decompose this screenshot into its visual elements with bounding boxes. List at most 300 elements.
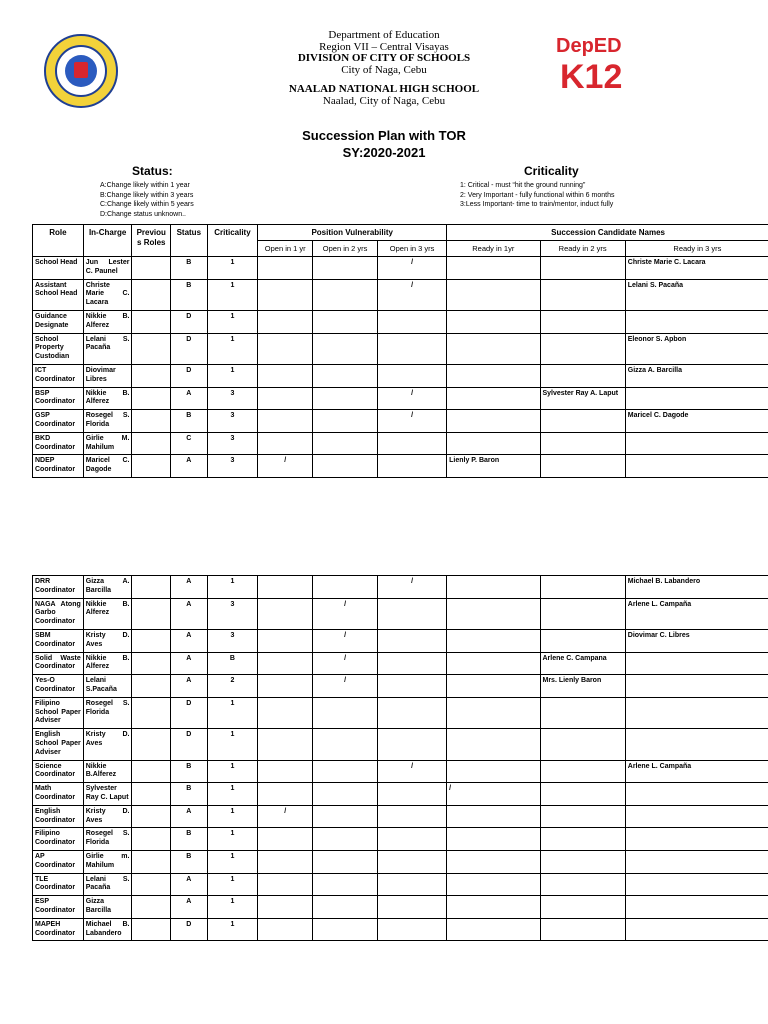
criticality-cell: 1 (207, 310, 258, 333)
letterhead-address: Naalad, City of Naga, Cebu (322, 94, 446, 107)
in-charge-cell: Michael B. Labandero (83, 918, 132, 941)
header-criticality: Criticality (207, 225, 258, 257)
ready-1yr-cell (447, 387, 540, 410)
ready-3yrs-cell (625, 387, 768, 410)
open-1yr-cell (258, 257, 313, 280)
ready-3yrs-cell (625, 873, 768, 896)
table-row (33, 918, 768, 941)
ready-3yrs-cell: Maricel C. Dagode (625, 410, 768, 433)
role-cell: Guidance Designate (33, 310, 84, 333)
table-row (33, 805, 768, 828)
logo-deped-text: DepED (556, 35, 622, 57)
criticality-cell: 1 (207, 576, 258, 599)
ready-1yr-cell (447, 760, 540, 783)
school-seal-inner (55, 45, 107, 97)
open-1yr-cell (258, 873, 313, 896)
criticality-cell: 1 (207, 805, 258, 828)
letterhead-school: NAALAD NATIONAL HIGH SCHOOL (288, 83, 480, 95)
open-1yr-cell (258, 675, 313, 698)
criticality-cell: 1 (207, 333, 258, 364)
open-1yr-cell (258, 652, 313, 675)
status-legend (100, 181, 194, 219)
status-heading: Status: (132, 164, 173, 178)
table-row (33, 896, 768, 919)
open-2yrs-cell (313, 576, 378, 599)
ready-1yr-cell (447, 873, 540, 896)
criticality-legend (460, 181, 614, 210)
open-1yr-cell (258, 598, 313, 629)
role-cell: School Property Custodian (33, 333, 84, 364)
role-cell: NAGA Atong Garbo Coordinator (33, 598, 84, 629)
ready-3yrs-cell (625, 805, 768, 828)
status-item-a: A:Change likely within 1 year (100, 182, 190, 189)
role-cell: MAPEH Coordinator (33, 918, 84, 941)
ready-3yrs-cell: Lelani S. Pacaña (625, 279, 768, 310)
criticality-cell: 1 (207, 873, 258, 896)
ready-2yrs-cell (540, 729, 625, 760)
open-2yrs-cell (313, 410, 378, 433)
ready-3yrs-cell (625, 432, 768, 455)
letterhead-division: DIVISION OF CITY OF SCHOOLS (297, 52, 471, 64)
ready-2yrs-cell: Arlene C. Campana (540, 652, 625, 675)
ready-3yrs-cell (625, 675, 768, 698)
in-charge-cell: Nikkie B. Alferez (83, 652, 132, 675)
criticality-cell: 1 (207, 257, 258, 280)
in-charge-cell: Lelani S. Pacaña (83, 873, 132, 896)
status-item-d: D:Change status unknown.. (100, 210, 186, 218)
school-seal (44, 34, 118, 108)
in-charge-cell: Lelani S. Pacaña (83, 333, 132, 364)
open-3yrs-cell (378, 629, 447, 652)
open-1yr-cell (258, 850, 313, 873)
open-2yrs-cell (313, 333, 378, 364)
in-charge-cell: Nikkie B. Alferez (83, 598, 132, 629)
ready-1yr-cell (447, 598, 540, 629)
title-line-2: SY:2020-2021 (342, 145, 426, 160)
status-cell: B (171, 783, 208, 806)
open-3yrs-cell: / (378, 576, 447, 599)
open-1yr-cell (258, 576, 313, 599)
ready-2yrs-cell (540, 873, 625, 896)
previous-roles-cell (132, 896, 171, 919)
criticality-cell: 3 (207, 598, 258, 629)
criticality-cell: 3 (207, 629, 258, 652)
previous-roles-cell (132, 675, 171, 698)
ready-1yr-cell (447, 410, 540, 433)
ready-1yr-cell: / (447, 783, 540, 806)
document-title (0, 127, 768, 161)
open-2yrs-cell (313, 279, 378, 310)
status-cell: B (171, 279, 208, 310)
status-cell: A (171, 805, 208, 828)
ready-2yrs-cell (540, 760, 625, 783)
open-1yr-cell (258, 697, 313, 728)
previous-roles-cell (132, 760, 171, 783)
role-cell: School Head (33, 257, 84, 280)
criticality-cell: 1 (207, 364, 258, 387)
table-row (33, 729, 768, 760)
open-1yr-cell: / (258, 455, 313, 478)
previous-roles-cell (132, 333, 171, 364)
status-cell: A (171, 387, 208, 410)
header-position-vulnerability: Position Vulnerability (258, 225, 447, 241)
ready-1yr-cell (447, 629, 540, 652)
table-row (33, 828, 768, 851)
status-cell: A (171, 675, 208, 698)
previous-roles-cell (132, 629, 171, 652)
previous-roles-cell (132, 783, 171, 806)
status-cell: A (171, 652, 208, 675)
open-1yr-cell (258, 432, 313, 455)
table-row (33, 850, 768, 873)
status-cell: A (171, 455, 208, 478)
status-item-b: B:Change likely within 3 years (100, 191, 194, 199)
status-cell: B (171, 760, 208, 783)
ready-2yrs-cell (540, 257, 625, 280)
open-3yrs-cell (378, 598, 447, 629)
open-1yr-cell (258, 729, 313, 760)
previous-roles-cell (132, 364, 171, 387)
previous-roles-cell (132, 873, 171, 896)
open-1yr-cell (258, 629, 313, 652)
open-1yr-cell (258, 828, 313, 851)
table-row (33, 783, 768, 806)
open-1yr-cell (258, 333, 313, 364)
previous-roles-cell (132, 828, 171, 851)
header-role: Role (33, 225, 84, 257)
ready-3yrs-cell: Arlene L. Campaña (625, 598, 768, 629)
title-line-1: Succession Plan with TOR (302, 128, 466, 143)
status-cell: A (171, 598, 208, 629)
open-3yrs-cell (378, 850, 447, 873)
criticality-cell: 1 (207, 279, 258, 310)
criticality-heading: Criticality (524, 164, 579, 178)
open-3yrs-cell (378, 873, 447, 896)
criticality-cell: 1 (207, 729, 258, 760)
open-1yr-cell (258, 918, 313, 941)
criticality-cell: 1 (207, 918, 258, 941)
open-2yrs-cell (313, 873, 378, 896)
status-cell: D (171, 918, 208, 941)
ready-2yrs-cell (540, 828, 625, 851)
in-charge-cell: Christe Marie C. Lacara (83, 279, 132, 310)
criticality-cell: 1 (207, 896, 258, 919)
role-cell: Yes-O Coordinator (33, 675, 84, 698)
table2-body (33, 576, 768, 941)
ready-1yr-cell (447, 850, 540, 873)
ready-3yrs-cell: Michael B. Labandero (625, 576, 768, 599)
open-2yrs-cell: / (313, 652, 378, 675)
ready-3yrs-cell: Arlene L. Campaña (625, 760, 768, 783)
header-ready-3yrs: Ready in 3 yrs (625, 241, 768, 257)
role-cell: Assistant School Head (33, 279, 84, 310)
succession-table-page-2 (32, 575, 768, 941)
status-cell: D (171, 333, 208, 364)
ready-3yrs-cell (625, 455, 768, 478)
previous-roles-cell (132, 455, 171, 478)
in-charge-cell: Maricel C. Dagode (83, 455, 132, 478)
in-charge-cell: Rosegel S. Florida (83, 410, 132, 433)
ready-1yr-cell: Lienly P. Baron (447, 455, 540, 478)
ready-2yrs-cell (540, 455, 625, 478)
open-2yrs-cell (313, 760, 378, 783)
table-row (33, 873, 768, 896)
succession-table-page-1 (32, 224, 768, 478)
header-open-3yrs: Open in 3 yrs (378, 241, 447, 257)
in-charge-cell: Nikkie B.Alferez (83, 760, 132, 783)
previous-roles-cell (132, 850, 171, 873)
open-3yrs-cell: / (378, 279, 447, 310)
table-row (33, 310, 768, 333)
role-cell: TLE Coordinator (33, 873, 84, 896)
header-open-1yr: Open in 1 yr (258, 241, 313, 257)
status-cell: A (171, 896, 208, 919)
open-3yrs-cell (378, 729, 447, 760)
previous-roles-cell (132, 310, 171, 333)
open-3yrs-cell (378, 310, 447, 333)
ready-3yrs-cell: Diovimar C. Libres (625, 629, 768, 652)
open-2yrs-cell (313, 310, 378, 333)
criticality-cell: 1 (207, 760, 258, 783)
criticality-cell: 1 (207, 783, 258, 806)
ready-1yr-cell (447, 364, 540, 387)
in-charge-cell: Nikkie B. Alferez (83, 310, 132, 333)
ready-1yr-cell (447, 675, 540, 698)
criticality-item-3: 3:Less Important- time to train/mentor, induct fully (460, 201, 614, 208)
role-cell: English School Paper Adviser (33, 729, 84, 760)
table-row (33, 598, 768, 629)
table-row (33, 697, 768, 728)
open-1yr-cell (258, 896, 313, 919)
open-2yrs-cell (313, 697, 378, 728)
ready-1yr-cell (447, 805, 540, 828)
status-cell: B (171, 850, 208, 873)
open-2yrs-cell (313, 455, 378, 478)
deped-k12-logo (552, 30, 628, 94)
table-row (33, 364, 768, 387)
criticality-item-2: 2: Very Important - fully functional within 6 months (460, 191, 615, 199)
criticality-cell: B (207, 652, 258, 675)
in-charge-cell: Jun Lester C. Paunel (83, 257, 132, 280)
in-charge-cell: Nikkie B. Alferez (83, 387, 132, 410)
previous-roles-cell (132, 729, 171, 760)
previous-roles-cell (132, 279, 171, 310)
open-2yrs-cell: / (313, 629, 378, 652)
ready-2yrs-cell (540, 432, 625, 455)
previous-roles-cell (132, 697, 171, 728)
open-2yrs-cell (313, 387, 378, 410)
open-3yrs-cell: / (378, 410, 447, 433)
ready-2yrs-cell (540, 410, 625, 433)
open-1yr-cell (258, 387, 313, 410)
open-3yrs-cell: / (378, 760, 447, 783)
in-charge-cell: Diovimar Libres (83, 364, 132, 387)
open-2yrs-cell (313, 850, 378, 873)
status-cell: D (171, 364, 208, 387)
in-charge-cell: Rosegel S. Florida (83, 828, 132, 851)
ready-3yrs-cell: Gizza A. Barcilla (625, 364, 768, 387)
ready-1yr-cell (447, 729, 540, 760)
ready-2yrs-cell: Mrs. Lienly Baron (540, 675, 625, 698)
ready-1yr-cell (447, 279, 540, 310)
ready-2yrs-cell (540, 598, 625, 629)
previous-roles-cell (132, 918, 171, 941)
ready-2yrs-cell: Sylvester Ray A. Laput (540, 387, 625, 410)
role-cell: ESP Coordinator (33, 896, 84, 919)
ready-3yrs-cell (625, 828, 768, 851)
open-3yrs-cell (378, 805, 447, 828)
open-3yrs-cell (378, 918, 447, 941)
previous-roles-cell (132, 432, 171, 455)
in-charge-cell: Kristy D. Aves (83, 729, 132, 760)
ready-2yrs-cell (540, 333, 625, 364)
role-cell: AP Coordinator (33, 850, 84, 873)
open-1yr-cell (258, 310, 313, 333)
role-cell: Science Coordinator (33, 760, 84, 783)
table-row (33, 675, 768, 698)
open-2yrs-cell: / (313, 598, 378, 629)
open-2yrs-cell (313, 257, 378, 280)
open-3yrs-cell (378, 828, 447, 851)
criticality-cell: 3 (207, 455, 258, 478)
ready-2yrs-cell (540, 697, 625, 728)
header-open-2yrs: Open in 2 yrs (313, 241, 378, 257)
role-cell: Filipino School Paper Adviser (33, 697, 84, 728)
ready-3yrs-cell (625, 850, 768, 873)
ready-3yrs-cell (625, 896, 768, 919)
role-cell: ICT Coordinator (33, 364, 84, 387)
table-row (33, 455, 768, 478)
criticality-item-1: 1: Critical - must “hit the ground running” (460, 182, 586, 189)
open-3yrs-cell (378, 652, 447, 675)
status-item-c: C:Change likely within 5 years (100, 201, 194, 208)
ready-2yrs-cell (540, 896, 625, 919)
letterhead-region: Region VII – Central Visayas (319, 40, 449, 53)
table-row (33, 432, 768, 455)
open-2yrs-cell (313, 364, 378, 387)
ready-3yrs-cell (625, 310, 768, 333)
header-ready-2yrs: Ready in 2 yrs (540, 241, 625, 257)
ready-2yrs-cell (540, 783, 625, 806)
status-cell: A (171, 576, 208, 599)
open-3yrs-cell: / (378, 257, 447, 280)
ready-3yrs-cell (625, 652, 768, 675)
in-charge-cell: Girlie m. Mahilum (83, 850, 132, 873)
table-row (33, 257, 768, 280)
ready-3yrs-cell: Eleonor S. Apbon (625, 333, 768, 364)
previous-roles-cell (132, 598, 171, 629)
status-cell: A (171, 629, 208, 652)
in-charge-cell: Girlie M. Mahilum (83, 432, 132, 455)
ready-1yr-cell (447, 896, 540, 919)
table-row (33, 387, 768, 410)
previous-roles-cell (132, 387, 171, 410)
open-2yrs-cell (313, 828, 378, 851)
previous-roles-cell (132, 257, 171, 280)
open-2yrs-cell (313, 805, 378, 828)
table-row (33, 410, 768, 433)
role-cell: BSP Coordinator (33, 387, 84, 410)
open-1yr-cell: / (258, 805, 313, 828)
ready-1yr-cell (447, 257, 540, 280)
letterhead (200, 30, 568, 107)
status-cell: D (171, 310, 208, 333)
status-cell: D (171, 729, 208, 760)
ready-2yrs-cell (540, 576, 625, 599)
criticality-cell: 2 (207, 675, 258, 698)
ready-2yrs-cell (540, 805, 625, 828)
status-cell: B (171, 828, 208, 851)
criticality-cell: 3 (207, 432, 258, 455)
open-1yr-cell (258, 783, 313, 806)
role-cell: SBM Coordinator (33, 629, 84, 652)
in-charge-cell: Kristy D. Aves (83, 629, 132, 652)
header-in-charge: In-Charge (83, 225, 132, 257)
logo-k12-text: K12 (560, 58, 623, 94)
table-row (33, 333, 768, 364)
previous-roles-cell (132, 652, 171, 675)
ready-1yr-cell (447, 432, 540, 455)
open-1yr-cell (258, 279, 313, 310)
open-2yrs-cell: / (313, 675, 378, 698)
table-row (33, 576, 768, 599)
ready-1yr-cell (447, 828, 540, 851)
open-3yrs-cell (378, 333, 447, 364)
open-3yrs-cell (378, 455, 447, 478)
criticality-cell: 3 (207, 387, 258, 410)
open-3yrs-cell (378, 364, 447, 387)
ready-1yr-cell (447, 697, 540, 728)
header-status: Status (171, 225, 208, 257)
open-3yrs-cell (378, 697, 447, 728)
in-charge-cell: Gizza A. Barcilla (83, 576, 132, 599)
open-2yrs-cell (313, 729, 378, 760)
letterhead-city: City of Naga, Cebu (341, 63, 427, 76)
deped-emblem-icon (65, 55, 97, 87)
ready-3yrs-cell: Christe Marie C. Lacara (625, 257, 768, 280)
in-charge-cell: Sylvester Ray C. Laput (83, 783, 132, 806)
open-1yr-cell (258, 364, 313, 387)
ready-2yrs-cell (540, 850, 625, 873)
table1-body (33, 257, 768, 478)
table-row (33, 760, 768, 783)
ready-2yrs-cell (540, 310, 625, 333)
criticality-cell: 3 (207, 410, 258, 433)
table-row (33, 629, 768, 652)
role-cell: Math Coordinator (33, 783, 84, 806)
ready-2yrs-cell (540, 629, 625, 652)
ready-1yr-cell (447, 310, 540, 333)
role-cell: Solid Waste Coordinator (33, 652, 84, 675)
status-cell: B (171, 257, 208, 280)
open-3yrs-cell (378, 675, 447, 698)
ready-1yr-cell (447, 333, 540, 364)
previous-roles-cell (132, 805, 171, 828)
role-cell: NDEP Coordinator (33, 455, 84, 478)
ready-2yrs-cell (540, 279, 625, 310)
open-3yrs-cell: / (378, 387, 447, 410)
role-cell: BKD Coordinator (33, 432, 84, 455)
in-charge-cell: Gizza Barcilla (83, 896, 132, 919)
table-row (33, 279, 768, 310)
role-cell: GSP Coordinator (33, 410, 84, 433)
in-charge-cell: Kristy D. Aves (83, 805, 132, 828)
previous-roles-cell (132, 576, 171, 599)
ready-3yrs-cell (625, 783, 768, 806)
status-cell: A (171, 873, 208, 896)
ready-1yr-cell (447, 576, 540, 599)
in-charge-cell: Lelani S.Pacaña (83, 675, 132, 698)
